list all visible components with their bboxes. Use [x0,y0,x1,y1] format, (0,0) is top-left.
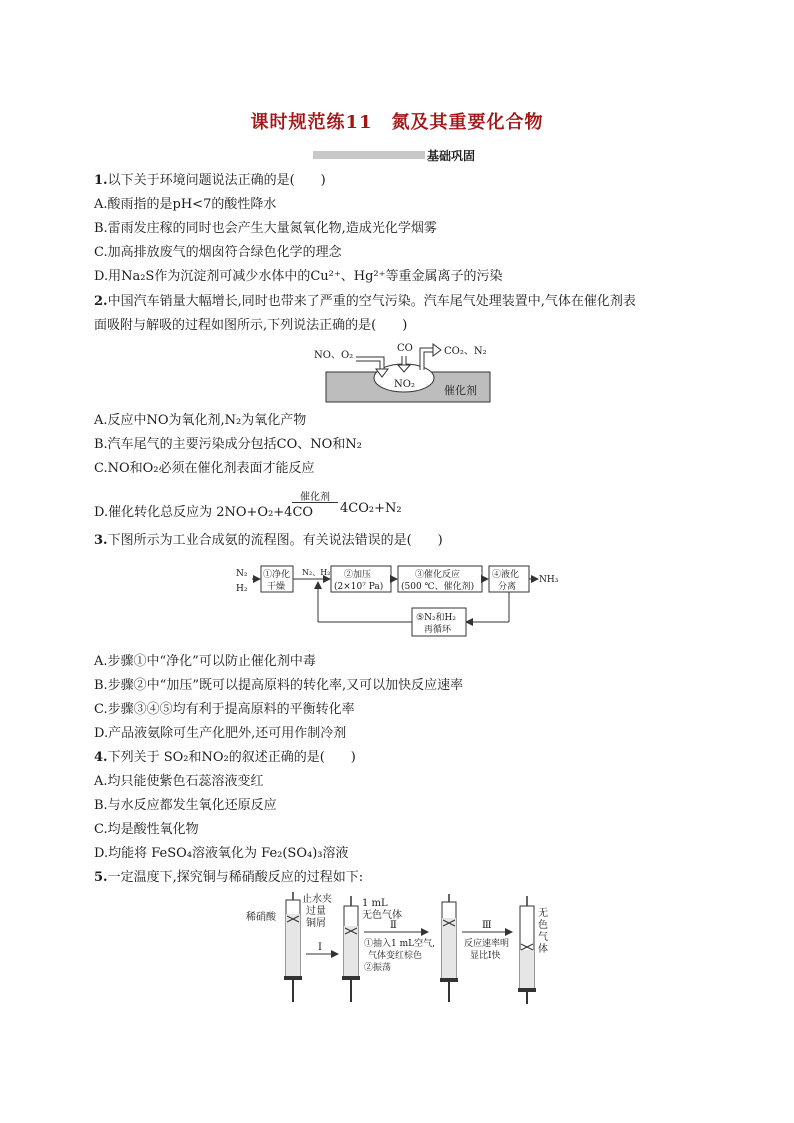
q4-option-b: B.与水反应都发生氧化还原反应 [94,798,277,813]
q3-number: 3. [94,533,108,548]
q1-option-d: D.用Na₂S作为沉淀剂可减少水体中的Cu²⁺、Hg²⁺等重金属离子的污染 [94,269,503,284]
q2-option-d-right: 4CO₂+N₂ [340,501,402,516]
q3-option-a: A.步骤①中“净化”可以防止催化剂中毒 [94,654,316,669]
gas-label: 无色气体 [362,910,402,921]
step2-label2: (2×10⁷ Pa) [334,582,384,592]
step-i-label: Ⅰ [318,942,322,953]
q1-number: 1. [94,173,108,188]
in-arrow-shaft [356,359,382,370]
page-title: 课时规范练11 氮及其重要化合物 [250,112,544,133]
q2-option-d-condition: 催化剂 [300,492,330,503]
op2-label: ②振荡 [364,963,392,973]
q3-option-b: B.步骤②中“加压”既可以提高原料的转化率,又可以加快反应速率 [94,678,464,693]
q1-option-b: B.雷雨发庄稼的同时也会产生大量氮氧化物,造成光化学烟雾 [94,221,437,236]
acid-label: 稀硝酸 [246,912,276,923]
step4-label1: ④液化 [492,570,520,580]
q1-stem-text: 以下关于环境问题说法正确的是( ) [107,173,326,188]
gas-vertical-2: 色 [538,920,548,931]
q4-option-c: C.均是酸性氧化物 [94,822,199,837]
step1-label1: ①净化 [263,570,291,580]
step2-label1: ②加压 [344,570,372,580]
q5-stem [94,870,363,886]
feed-h2: H₂ [236,584,248,594]
section-label: 基础巩固 [427,149,476,163]
q4-stem [94,750,356,766]
q2-stem-line2: 面吸附与解吸的过程如图所示,下列说法正确的是( ) [94,318,408,333]
q2-option-d-left: D.催化转化总反应为 2NO+O₂+4CO [94,505,314,520]
q2-option-a: A.反应中NO为氧化剂,N₂为氧化产物 [94,413,307,428]
step4-label2: 分离 [498,582,517,592]
rate-label-2: 显比Ⅰ快 [470,951,501,961]
out-arrow-shaft [422,350,434,370]
gas-vertical-3: 气 [538,932,548,943]
step-iii-label: Ⅲ [482,920,492,931]
step5-label2: 再循环 [424,625,452,635]
rate-label-1: 反应速率明 [464,939,510,949]
q3-stem-text: 下图所示为工业合成氨的流程图。有关说法错误的是( ) [107,533,443,548]
op1b-label: 气体变红棕色 [368,951,423,961]
q1-option-c: C.加高排放废气的烟囱符合绿色化学的理念 [94,245,342,260]
q3-stem [94,533,443,549]
syringe-4 [518,896,536,1004]
syringe-3 [440,894,458,1002]
q4-number: 4. [94,750,108,765]
clamp-label: 止水夹 [302,894,332,905]
q4-stem-text: 下列关于 SO₂和NO₂的叙述正确的是( ) [107,750,356,765]
out-arrow-head [433,344,441,356]
q1-stem [94,173,326,189]
co-label: CO [397,343,413,354]
gas-vertical-4: 体 [538,944,548,955]
q2-option-d [94,488,454,522]
copper-nitric-acid-figure [244,892,564,1006]
step3-label2: (500 ℃、催化剂) [401,582,475,592]
gas-vertical-1: 无 [538,908,548,919]
out-label: CO₂、N₂ [444,346,487,357]
product-nh3: NH₃ [539,575,559,585]
step3-label1: ③催化反应 [415,570,461,580]
q4-option-a: A.均只能使紫色石蕊溶液变红 [94,774,264,789]
syringe-1 [284,892,302,1002]
catalyst-label: 催化剂 [444,384,477,397]
q2-option-b: B.汽车尾气的主要污染成分包括CO、NO和N₂ [94,437,362,452]
step1-label2: 干燥 [267,582,286,592]
q3-option-c: C.步骤③④⑤均有利于提高原料的平衡转化率 [94,702,355,717]
q5-number: 5. [94,870,108,885]
q2-number: 2. [94,294,108,309]
q2-stem-line1 [94,294,636,310]
op1-label: ①抽入1 mL空气, [364,939,435,949]
q5-stem-text: 一定温度下,探究铜与稀硝酸反应的过程如下: [107,870,364,885]
q3-option-d: D.产品液氨除可生产化肥外,还可用作制冷剂 [94,726,347,741]
no2-label: NO₂ [394,379,415,390]
step5-label1: ⑤N₂和H₂ [416,613,457,623]
q2-option-c: C.NO和O₂必须在催化剂表面才能反应 [94,461,315,476]
reaction-condition-line [292,502,338,503]
feed-n2: N₂ [236,569,248,579]
q4-option-d: D.均能将 FeSO₄溶液氧化为 Fe₂(SO₄)₃溶液 [94,846,349,861]
arrow-1-2-label: N₂、H₂ [302,568,331,577]
syringe-2 [342,896,360,1002]
in-label: NO、O₂ [314,350,354,361]
catalyst-figure [310,340,500,404]
volume-label: 1 mL [362,898,388,909]
ammonia-flow-diagram [232,562,564,638]
copper-label: 铜屑 [306,918,326,929]
q1-option-a: A.酸雨指的是pH<7的酸性降水 [94,197,277,212]
step-ii-label: Ⅱ [390,920,397,931]
q2-stem-text: 中国汽车销量大幅增长,同时也带来了严重的空气污染。汽车尾气处理装置中,气体在催化剂表 [107,294,636,309]
section-bar [313,151,425,159]
excess-label: 过量 [306,906,326,917]
